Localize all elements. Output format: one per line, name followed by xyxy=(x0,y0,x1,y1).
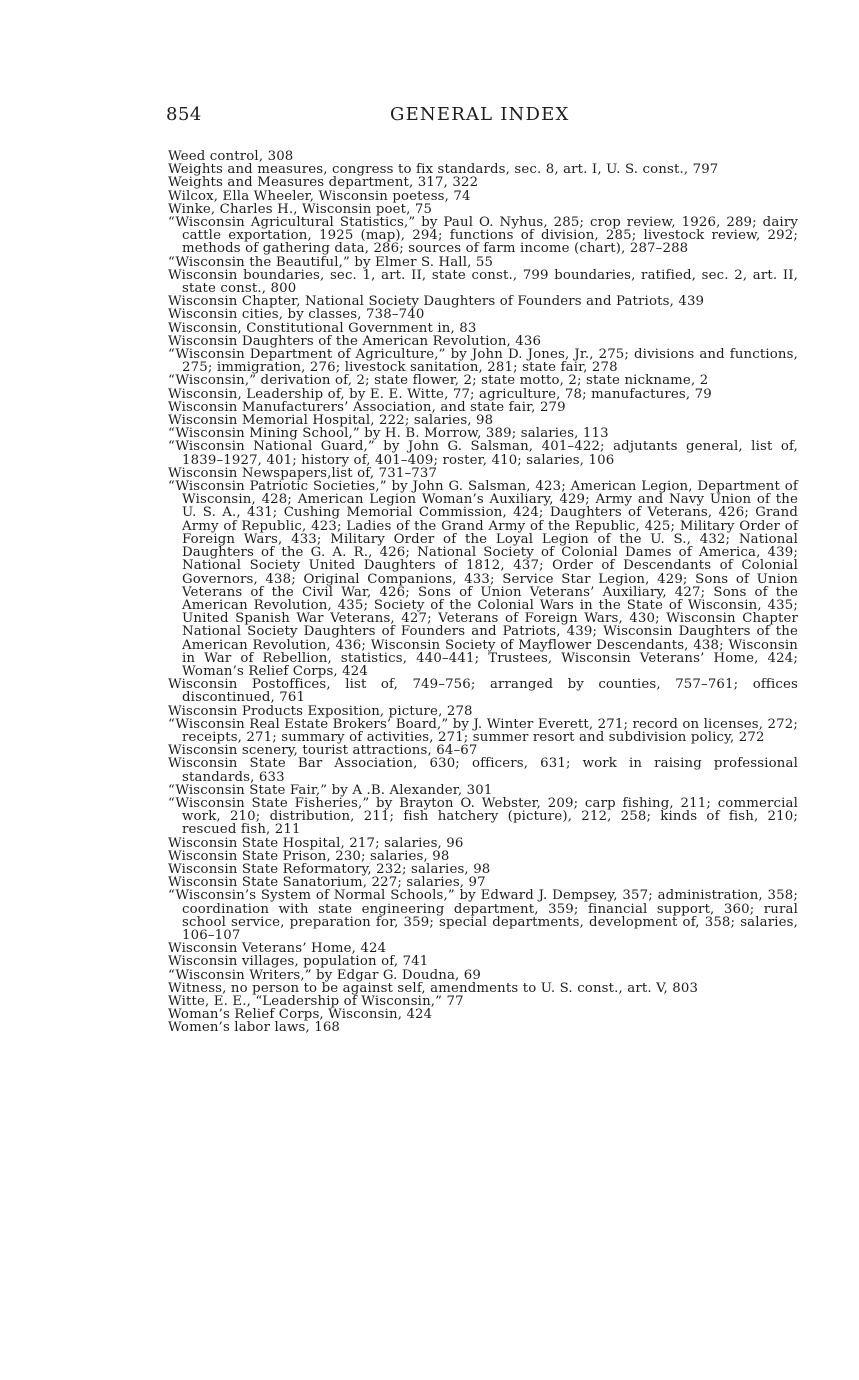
index-entry: Witte, E. E., “Leadership of Wisconsin,” 77 xyxy=(168,994,464,1009)
index-entry: Weights and measures, congress to fix standards, sec. 8, art. I, U. S. const., 797 xyxy=(168,162,719,178)
index-entry: “Wisconsin Department of Agriculture,” by John D. Jones, Jr., 275; divisions and functions, 275; immigration, 276; livestock sanitation, 281; state fair, 278 xyxy=(168,347,798,376)
index-entry: Wisconsin Chapter, National Society Daughters of Founders and Patriots, 439 xyxy=(168,294,705,310)
index-entry: Woman’s Relief Corps, Wisconsin, 424 xyxy=(168,1007,433,1023)
index-entries xyxy=(168,150,798,1035)
index-entry: Wisconsin Veterans’ Home, 424 xyxy=(168,941,387,957)
index-entry: Wisconsin State Hospital, 217; salaries, 96 xyxy=(168,835,464,851)
index-entry: “Wisconsin Agricultural Statistics,” by Paul O. Nyhus, 285; crop review, 1926, 289; dairy cattle exportation, 1925 (map), 294; functions of division, 285; livestock review, 292; methods of gathering data, 286; sources of farm income (chart), 287–288 xyxy=(168,215,798,257)
index-entry: Wisconsin boundaries, sec. 1, art. II, state const., 799 boundaries, ratified, sec. 2, art. II, state const., 800 xyxy=(168,267,798,297)
index-entry: “Wisconsin the Beautiful,” by Elmer S. Hall, 55 xyxy=(168,254,494,270)
index-entry: Wisconsin Postoffices, list of, 749–756; arranged by counties, 757–761; offices discontinued, 761 xyxy=(168,677,798,706)
index-entry: Wisconsin Manufacturers’ Association, and state fair, 279 xyxy=(168,399,566,415)
index-entry: Wisconsin, Constitutional Government in, 83 xyxy=(168,320,477,336)
index-entry: Wisconsin cities, by classes, 738–740 xyxy=(168,307,425,323)
index-entry: “Wisconsin State Fisheries,” by Brayton O. Webster, 209; carp fishing, 211; commercial work, 210; distribution, 211; fish hatchery (picture), 212, 258; kinds of fish, 210; rescued fish, 211 xyxy=(168,795,798,838)
index-entry: “Wisconsin’s System of Normal Schools,” by Edward J. Dempsey, 357; administration, 358; coordination with state engineering department, 359; financial support, 360; rural school service, preparation for, 359; special departments, development of, 358; salaries, 106–107 xyxy=(168,888,798,943)
index-entry: “Wisconsin Mining School,” by H. B. Morrow, 389; salaries, 113 xyxy=(168,426,609,442)
index-entry: “Wisconsin National Guard,” by John G. Salsman, 401–422; adjutants general, list of, 1839–1927, 401; history of, 401–409; roster, 410; salaries, 106 xyxy=(168,439,798,468)
index-entry: Wisconsin Products Exposition, picture, 278 xyxy=(168,703,473,719)
index-entry: Wisconsin Memorial Hospital, 222; salaries, 98 xyxy=(168,413,494,429)
index-entry: “Wisconsin Patriotic Societies,” by John G. Salsman, 423; American Legion, Department of Wisconsin, 428; American Legion Woman’s Auxiliary, 429; Army and Navy Union of the U. S. A., 431; Cushing Memorial Commission, 424; Daughters of Veterans, 426; Grand Army of Republic, 423; Ladies of the Grand Army of the Republic, 425; Military Order of Foreign Wars, 433; Military Order of the Loyal Legion of the U. S., 432; National Daughters of the G. A. R., 426; National Society of Colonial Dames of America, 439; National Society United Daughters of 1812, 437; Order of Descendants of Colonial Governors, 438; Original Companions, 433; Service Star Legion, 429; Sons of Union Veterans of the Civil War, 426; Sons of Union Veterans’ Auxiliary, 427; Sons of the American Revolution, 435; Society of the Colonial Wars in the State of Wisconsin, 435; United Spanish War Veterans, 427; Veterans of Foreign Wars, 430; Wisconsin Chapter National Society Daughters of Founders and Patriots, 439; Wisconsin Daughters of the American Revolution, 436; Wisconsin Society of Mayflower Descendants, 438; Wisconsin in War of Rebellion, statistics, 440–441; Trustees, Wisconsin Veterans’ Home, 424; Woman’s Relief Corps, 424 xyxy=(168,479,798,679)
index-entry: “Wisconsin,” derivation of, 2; state flower, 2; state motto, 2; state nickname, 2 xyxy=(168,373,709,389)
index-entry: Women’s labor laws, 168 xyxy=(168,1020,341,1036)
index-entry: Wisconsin, Leadership of, by E. E. Witte, 77; agriculture, 78; manufactures, 79 xyxy=(168,386,712,402)
index-entry: Weed control, 308 xyxy=(168,149,294,164)
index-entry: Wisconsin Daughters of the American Revolution, 436 xyxy=(168,333,542,349)
page-number: 854 xyxy=(166,104,202,125)
index-entry: “Wisconsin Writers,” by Edgar G. Doudna, 69 xyxy=(168,967,482,983)
index-entry: Wisconsin scenery, tourist attractions, 64–67 xyxy=(168,743,478,759)
index-entry: Wilcox, Ella Wheeler, Wisconsin poetess, 74 xyxy=(168,188,471,204)
index-entry: Weights and Measures department, 317, 322 xyxy=(168,175,479,191)
index-entry: “Wisconsin Real Estate Brokers’ Board,” by J. Winter Everett, 271; record on licenses, 272; receipts, 271; summary of activities, 271; summer resort and subdivision policy, 272 xyxy=(168,716,798,745)
index-entry: Wisconsin State Reformatory, 232; salaries, 98 xyxy=(168,861,491,877)
index-entry: Wisconsin Newspapers,list of, 731–737 xyxy=(168,465,438,481)
index-entry: Wisconsin State Prison, 230; salaries, 98 xyxy=(168,848,450,864)
index-entry: Wisconsin State Sanatorium, 227; salaries, 97 xyxy=(168,875,486,891)
running-head: GENERAL INDEX xyxy=(390,104,570,125)
index-entry: Wisconsin State Bar Association, 630; officers, 631; work in raising professional standards, 633 xyxy=(168,756,798,785)
index-entry: “Wisconsin State Fair,” by A .B. Alexander, 301 xyxy=(168,782,493,798)
index-entry: Witness, no person to be against self, amendments to U. S. const., art. V, 803 xyxy=(168,980,699,996)
index-entry: Winke, Charles H., Wisconsin poet, 75 xyxy=(168,201,433,217)
index-entry: Wisconsin villages, population of, 741 xyxy=(168,954,429,970)
